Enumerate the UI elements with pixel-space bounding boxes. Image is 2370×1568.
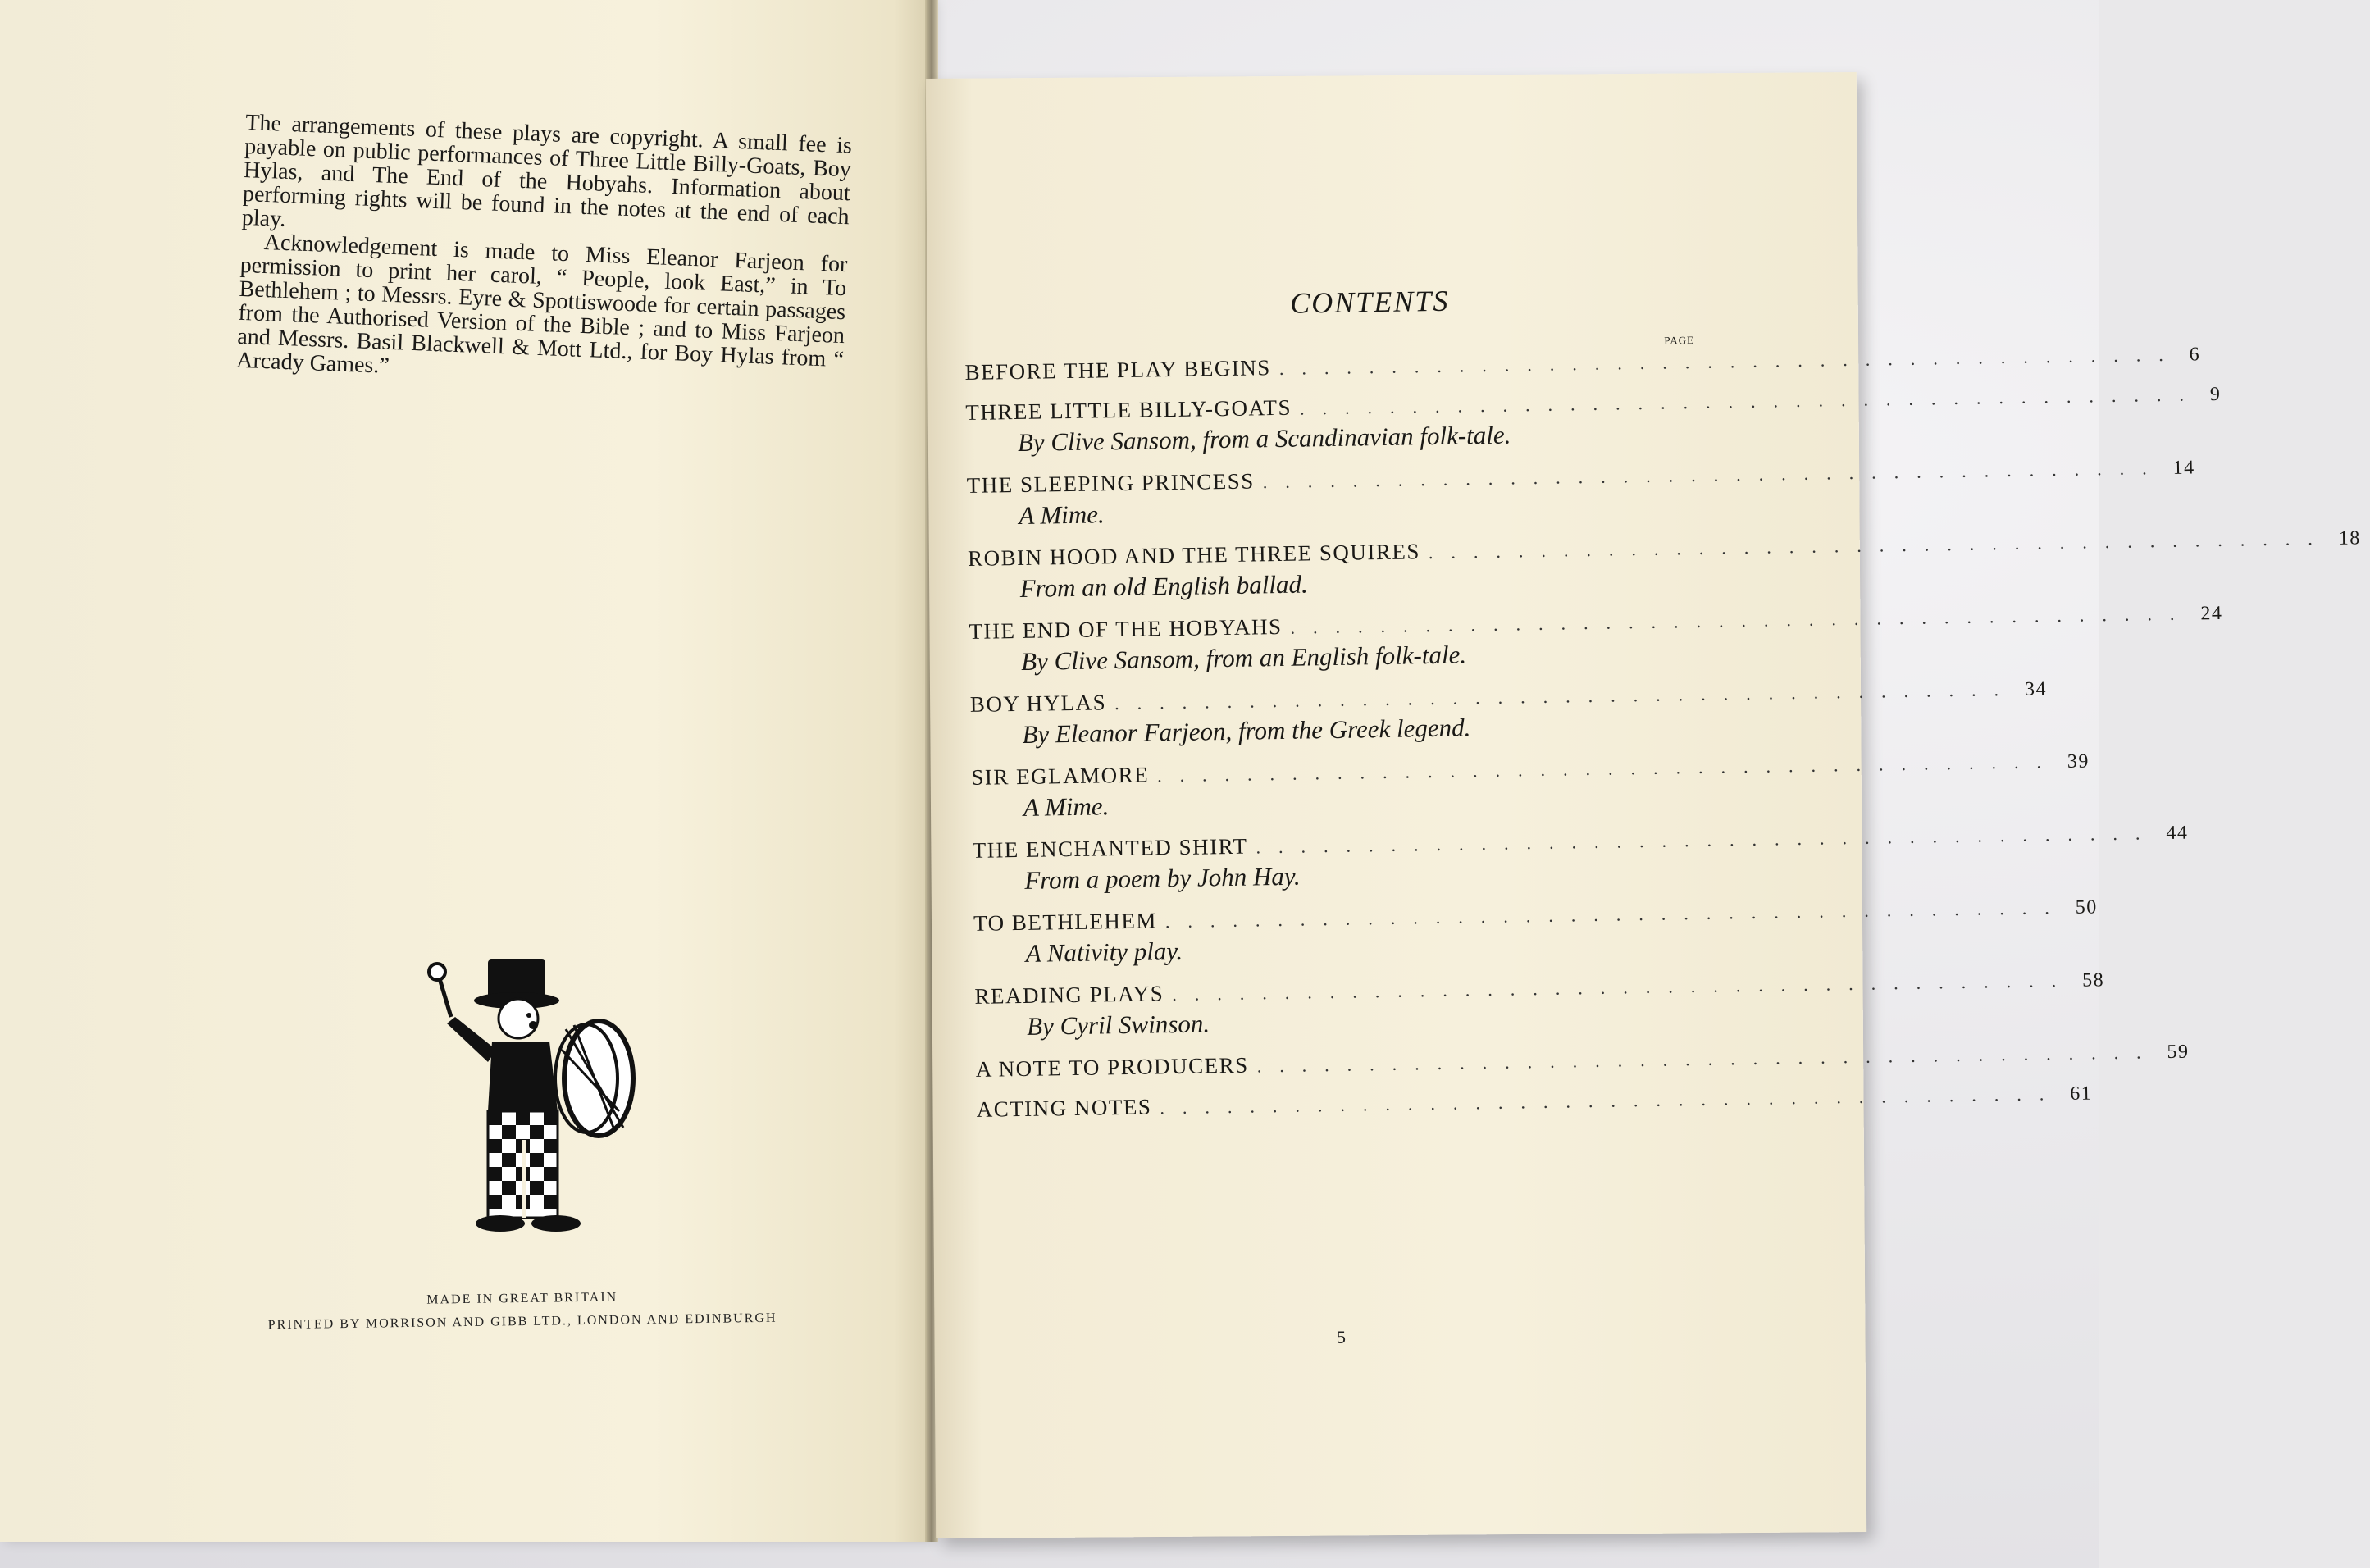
- dot-leader: ........................................: [1290, 603, 2193, 638]
- contents-entry: [966, 457, 2195, 531]
- contents-entry-page: 24: [2200, 602, 2223, 625]
- contents-entry-page: 6: [2189, 344, 2201, 366]
- dot-leader: ........................................: [1256, 823, 2158, 858]
- contents-entry-page: 59: [2167, 1041, 2190, 1064]
- dot-leader: ........................................: [1172, 969, 2075, 1005]
- contents-entry-title: THE SLEEPING PRINCESS: [966, 468, 1255, 498]
- dot-leader: ........................................: [1164, 896, 2067, 932]
- contents-entry: [972, 822, 2189, 896]
- contents-entry: [976, 1083, 2093, 1122]
- acknowledgement-paragraph: Acknowledgement is made to Miss Eleanor Farjeon for permission to print her carol, “ People, look East,” in To Bethlehem ; to Messrs. Eyre & Spottiswoode for certain passages from the Authorised Version of the Bible ; and to Miss Farjeon and Messrs. Basil Blackwell & Mott Ltd., for Boy Hylas from “ Arcady Games.”: [235, 229, 848, 379]
- contents-entry-page: 14: [2172, 457, 2195, 479]
- contents-entry-page: 39: [2067, 750, 2090, 773]
- contents-entry-title: THE END OF THE HOBYAHS: [969, 613, 1283, 644]
- page-column-header: PAGE: [1664, 334, 1695, 347]
- contents-entry-title: ACTING NOTES: [976, 1094, 1152, 1122]
- contents-entry: [973, 896, 2098, 969]
- contents-entry-title: ROBIN HOOD AND THE THREE SQUIRES: [967, 539, 1421, 571]
- contents-entry-title: TO BETHLEHEM: [973, 908, 1158, 936]
- contents-entry-subtitle: A Mime.: [1023, 791, 1110, 822]
- dot-leader: ........................................: [1299, 384, 2203, 419]
- contents-entry: [965, 383, 2222, 458]
- contents-entry-title: BEFORE THE PLAY BEGINS: [964, 355, 1272, 385]
- dot-leader: ........................................: [1114, 678, 2017, 714]
- contents-title: CONTENTS: [1289, 284, 1450, 320]
- left-page: [0, 0, 931, 1542]
- contents-entries: [964, 344, 2361, 1123]
- contents-entry-subtitle: A Nativity play.: [1025, 936, 1183, 968]
- copyright-paragraph: The arrangements of these plays are copyright. A small fee is payable on public performances of Three Little Billy-Goats, Boy Hylas, and The End of the Hobyahs. Information about performing rights will be found in the notes at the end of each play.: [241, 110, 853, 232]
- contents-entry: [969, 602, 2223, 677]
- contents-entry-row: [976, 1083, 2093, 1122]
- contents-entry-page: 9: [2209, 383, 2222, 406]
- copyright-notice: [236, 111, 853, 395]
- contents-entry-page: 34: [2024, 678, 2048, 700]
- contents-entry-title: BOY HYLAS: [969, 690, 1107, 717]
- contents-entry: [971, 750, 2090, 823]
- dot-leader: ........................................: [1262, 458, 2165, 493]
- dot-leader: ........................................: [1278, 344, 2181, 379]
- contents-entry: [969, 678, 2048, 750]
- contents-entry-title: READING PLAYS: [974, 981, 1164, 1009]
- contents-entry-row: [975, 1041, 2190, 1082]
- contents-entry-subtitle: A Mime.: [1019, 499, 1105, 530]
- contents-entry: [967, 527, 2361, 604]
- contents-entry-title: SIR EGLAMORE: [971, 762, 1150, 790]
- contents-entry-page: 18: [2338, 527, 2361, 549]
- drummer-boy-icon: [410, 927, 656, 1255]
- imprint-made-in: MADE IN GREAT BRITAIN: [426, 1290, 618, 1307]
- page-number: 5: [1337, 1327, 1346, 1347]
- imprint-printer: PRINTED BY MORRISON AND GIBB LTD., LONDON AND EDINBURGH: [267, 1310, 777, 1333]
- dot-leader: ........................................: [1428, 527, 2331, 563]
- contents-entry-subtitle: By Cyril Swinson.: [1026, 1009, 1210, 1041]
- dot-leader: ........................................: [1160, 1083, 2062, 1119]
- contents-entry-subtitle: From a poem by John Hay.: [1024, 861, 1301, 895]
- printer-imprint: [215, 1288, 831, 1342]
- contents-entry-title: THREE LITTLE BILLY-GOATS: [965, 394, 1292, 425]
- contents-entry-page: 44: [2166, 822, 2189, 845]
- contents-entry-subtitle: By Eleanor Farjeon, from the Greek legend.: [1022, 713, 1471, 749]
- contents-entry-title: THE ENCHANTED SHIRT: [972, 833, 1248, 863]
- contents-entry-subtitle: By Clive Sansom, from a Scandinavian folk-tale.: [1017, 420, 1511, 457]
- contents-entry: [974, 969, 2105, 1042]
- contents-entry-title: A NOTE TO PRODUCERS: [975, 1052, 1249, 1082]
- contents-entry-page: 61: [2070, 1083, 2093, 1105]
- contents-entry-subtitle: From an old English ballad.: [1019, 569, 1308, 603]
- dot-leader: ........................................: [1156, 751, 2060, 786]
- contents-entry: [975, 1041, 2190, 1082]
- contents-entry-subtitle: By Clive Sansom, from an English folk-tale.: [1020, 640, 1467, 676]
- contents-entry-page: 50: [2075, 896, 2098, 918]
- contents-list: [964, 280, 2361, 1137]
- contents-entry-page: 58: [2081, 969, 2105, 991]
- dot-leader: ........................................: [1256, 1042, 2159, 1077]
